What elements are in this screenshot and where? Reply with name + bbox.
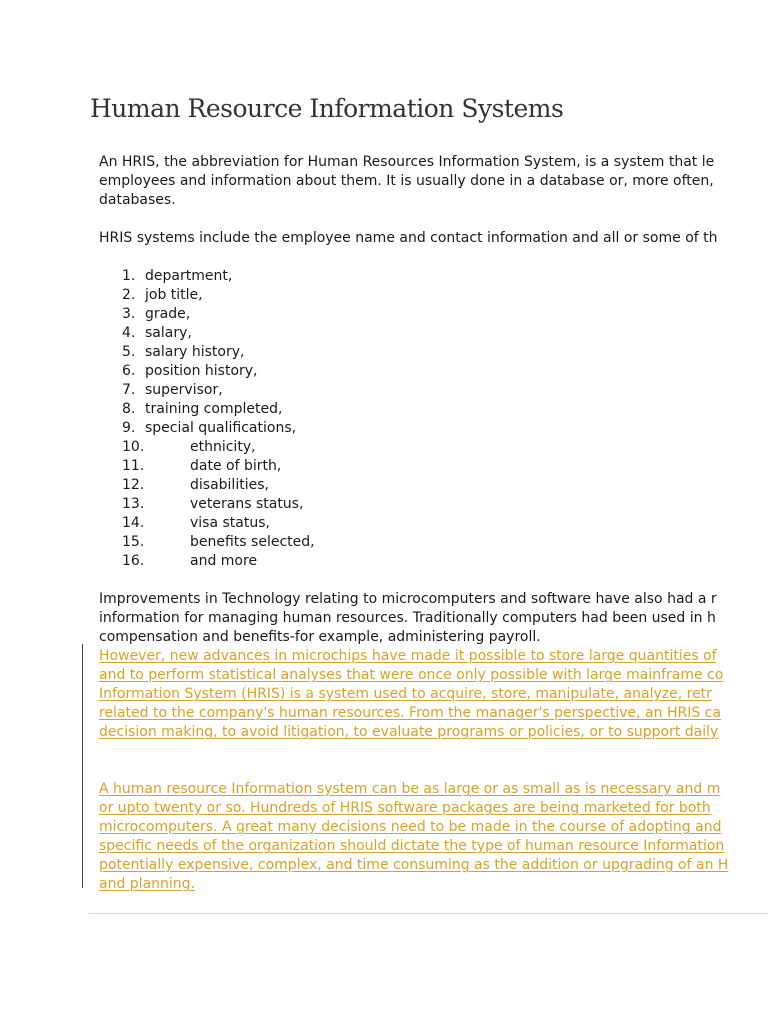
list-item: 8. training completed, <box>122 401 283 417</box>
link-line[interactable]: related to the company's human resources. From the manager's perspective, an HRIS ca <box>99 705 721 721</box>
link-line[interactable]: and to perform statistical analyses that were once only possible with large mainframe co <box>99 667 724 683</box>
page-title: Human Resource Information Systems <box>90 94 564 123</box>
list-item: 13. veterans status, <box>122 496 304 512</box>
list-item: 15. benefits selected, <box>122 534 315 550</box>
link-line[interactable]: potentially expensive, complex, and time consuming as the addition or upgrading of an H <box>99 857 729 873</box>
list-item: 3. grade, <box>122 306 191 322</box>
linked-paragraph-hris-size[interactable] <box>99 780 768 894</box>
list-item: 1. department, <box>122 268 233 284</box>
improvements-line: information for managing human resources. Traditionally computers had been used in h <box>99 610 716 626</box>
document-body <box>99 153 768 894</box>
link-line[interactable]: Information System (HRIS) is a system used to acquire, store, manipulate, analyze, retr <box>99 686 712 702</box>
improvements-line: Improvements in Technology relating to microcomputers and software have also had a r <box>99 591 717 607</box>
list-item: 7. supervisor, <box>122 382 223 398</box>
list-item: 4. salary, <box>122 325 192 341</box>
linked-paragraph-microchips[interactable] <box>99 647 768 742</box>
link-line[interactable]: specific needs of the organization should dictate the type of human resource Information <box>99 838 725 854</box>
list-item: 12. disabilities, <box>122 477 269 493</box>
intro-paragraph <box>99 153 768 210</box>
hris-fields-list <box>99 267 768 571</box>
change-bar <box>82 644 83 888</box>
link-line[interactable]: A human resource Information system can be as large or as small as is necessary and m <box>99 781 721 797</box>
list-item: 6. position history, <box>122 363 258 379</box>
link-line[interactable]: decision making, to avoid litigation, to evaluate programs or policies, or to support daily <box>99 724 719 740</box>
list-item: 2. job title, <box>122 287 203 303</box>
improvements-paragraph <box>99 590 768 647</box>
intro-line: employees and information about them. It is usually done in a database or, more often, <box>99 173 714 189</box>
divider <box>90 913 768 914</box>
link-line[interactable]: However, new advances in microchips have made it possible to store large quantities of <box>99 648 717 664</box>
list-item: 5. salary history, <box>122 344 245 360</box>
intro-line: An HRIS, the abbreviation for Human Resources Information System, is a system that le <box>99 154 715 170</box>
link-line[interactable]: and planning. <box>99 876 195 892</box>
list-intro-paragraph: HRIS systems include the employee name and contact information and all or some of th <box>99 230 718 246</box>
list-item: 11. date of birth, <box>122 458 282 474</box>
link-line[interactable]: microcomputers. A great many decisions need to be made in the course of adopting and <box>99 819 722 835</box>
list-item: 16. and more <box>122 553 258 569</box>
list-item: 10. ethnicity, <box>122 439 256 455</box>
link-line[interactable]: or upto twenty or so. Hundreds of HRIS software packages are being marketed for both <box>99 800 711 816</box>
list-item: 9. special qualifications, <box>122 420 297 436</box>
list-item: 14. visa status, <box>122 515 270 531</box>
improvements-line: compensation and benefits-for example, administering payroll. <box>99 629 541 645</box>
intro-line: databases. <box>99 192 176 208</box>
